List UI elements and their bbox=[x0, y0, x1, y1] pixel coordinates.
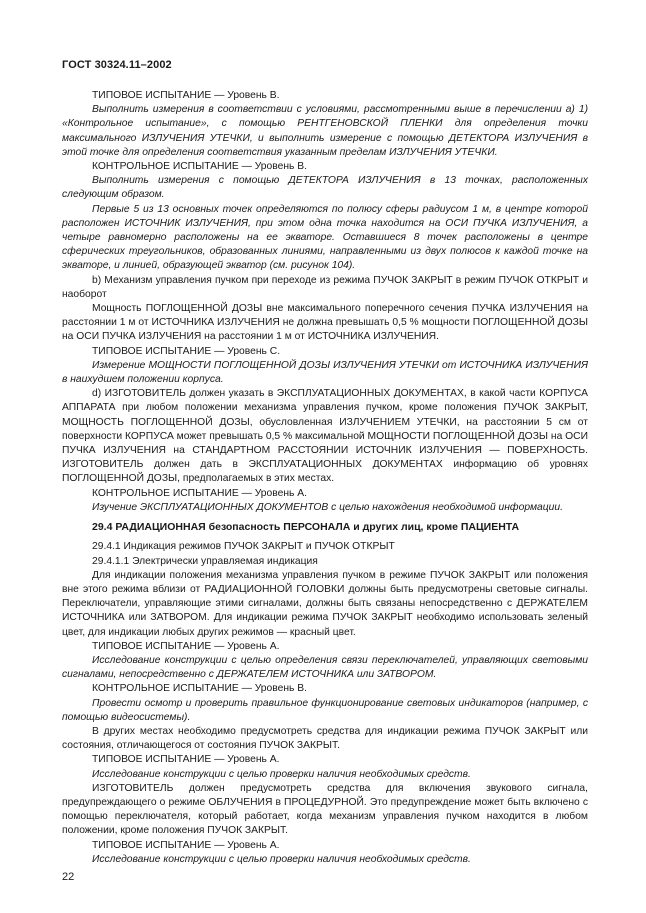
paragraph: КОНТРОЛЬНОЕ ИСПЫТАНИЕ — Уровень А. bbox=[92, 487, 307, 499]
paragraph: Первые 5 из 13 основных точек определяются по полюсу сферы радиусом 1 м, в центре которой расположен ИСТОЧНИК ИЗЛУЧЕНИЯ, при этом одна точка находится на ОСИ ПУЧКА ИЗЛУЧЕНИЯ, а четыре равномерно расположены на ее экваторе. Оставшиеся 8 точек расположены в центре сферических треугольников, образованных линиями, направленными из двух полюсов к каждой точке на экваторе, и линией, образующей экватор (см. рисунок 104). bbox=[62, 203, 588, 272]
paragraph: d) ИЗГОТОВИТЕЛЬ должен указать в ЭКСПЛУАТАЦИОННЫХ ДОКУМЕНТАХ, в какой части КОРПУСА АППАРАТА при любом положении механизма управления пучком, кроме положения ПУЧОК ЗАКРЫТ, МОЩНОСТЬ ПОГЛОЩЕННОЙ ДОЗЫ, обусловленная ИЗЛУЧЕНИЕМ УТЕЧКИ, на расстоянии 5 см от поверхности КОРПУСА может превышать 0,5 % максимальной МОЩНОСТИ ПОГЛОЩЕННОЙ ДОЗЫ на ОСИ ПУЧКА ИЗЛУЧЕНИЯ на СТАНДАРТНОМ РАССТОЯНИИ ИСТОЧНИК ИЗЛУЧЕНИЯ — ПОВЕРХНОСТЬ. ИЗГОТОВИТЕЛЬ должен дать в ЭКСПЛУАТАЦИОННЫХ ДОКУМЕНТАХ информацию об уровнях ПОГЛОЩЕННОЙ ДОЗЫ, предполагаемых в этих местах. bbox=[62, 388, 589, 485]
paragraph: Для индикации положения механизма управления пучком в режиме ПУЧОК ЗАКРЫТ или положения вне этого режима вблизи от РАДИАЦИОННОЙ ГОЛОВКИ должны быть предусмотрены световые сигналы. Переключатели, управляющие этими сигналами, должны быть связаны непосредственно с ДЕРЖАТЕЛЕМ ИСТОЧНИКА или ЗАТВОРОМ. Для индикации режима ПУЧОК ЗАКРЫТ необходимо использовать зеленый цвет, для индикации любых других режимов — красный цвет. bbox=[62, 569, 588, 638]
body-text bbox=[62, 89, 588, 867]
section-heading: 29.4 РАДИАЦИОННАЯ безопасность ПЕРСОНАЛА и других лиц, кроме ПАЦИЕНТА bbox=[92, 521, 520, 534]
paragraph: 29.4.1 Индикация режимов ПУЧОК ЗАКРЫТ и ПУЧОК ОТКРЫТ bbox=[92, 541, 395, 553]
paragraph: Исследование конструкции с целью определения связи переключателей, управляющих световыми сигналами, непосредственно с ДЕРЖАТЕЛЕМ ИСТОЧНИКА или ЗАТВОРОМ. bbox=[62, 654, 588, 681]
running-header: ГОСТ 30324.11–2002 bbox=[62, 59, 172, 71]
paragraph: Выполнить измерения в соответствии с условиями, рассмотренными выше в перечислении а) 1) «Контрольное испытание», с помощью РЕНТГЕНОВСКОЙ ПЛЕНКИ для определения точки максимального ИЗЛУЧЕНИЯ УТЕЧКИ, и выполнить измерение с помощью ДЕТЕКТОРА ИЗЛУЧЕНИЯ в этой точке для определения соответствия указанным пределам ИЗЛУЧЕНИЯ УТЕЧКИ. bbox=[62, 104, 588, 158]
paragraph: В других местах необходимо предусмотреть средства для индикации режима ПУЧОК ЗАКРЫТ или состояния, отличающегося от состояния ПУЧОК ЗАКРЫТ. bbox=[62, 725, 588, 752]
paragraph: ИЗГОТОВИТЕЛЬ должен предусмотреть средства для включения звукового сигнала, предупреждающего о режиме ОБЛУЧЕНИЯ в ПРОЦЕДУРНОЙ. Это предупреждение может быть включено с помощью переключателя, который работает, когда механизм управления пучком находится в любом положении, кроме положения ПУЧОК ЗАКРЫТ. bbox=[62, 782, 588, 837]
paragraph: ТИПОВОЕ ИСПЫТАНИЕ — Уровень В. bbox=[92, 90, 280, 101]
paragraph: 29.4.1.1 Электрически управляемая индикация bbox=[92, 555, 318, 567]
page-number: 22 bbox=[62, 871, 75, 883]
paragraph: ТИПОВОЕ ИСПЫТАНИЕ — Уровень А. bbox=[92, 754, 280, 766]
paragraph: КОНТРОЛЬНОЕ ИСПЫТАНИЕ — Уровень В. bbox=[92, 683, 307, 695]
paragraph: ТИПОВОЕ ИСПЫТАНИЕ — Уровень А. bbox=[92, 640, 280, 652]
paragraph: b) Механизм управления пучком при переходе из режима ПУЧОК ЗАКРЫТ в режим ПУЧОК ОТКРЫТ и наоборот bbox=[62, 274, 588, 300]
paragraph: Изучение ЭКСПЛУАТАЦИОННЫХ ДОКУМЕНТОВ с целью нахождения необходимой информации. bbox=[92, 501, 563, 513]
paragraph: ТИПОВОЕ ИСПЫТАНИЕ — Уровень С. bbox=[92, 345, 281, 357]
paragraph: Измерение МОЩНОСТИ ПОГЛОЩЕННОЙ ДОЗЫ ИЗЛУЧЕНИЯ УТЕЧКИ от ИСТОЧНИКА ИЗЛУЧЕНИЯ в наихудшем положении корпуса. bbox=[62, 359, 588, 386]
paragraph: Мощность ПОГЛОЩЕННОЙ ДОЗЫ вне максимального поперечного сечения ПУЧКА ИЗЛУЧЕНИЯ на расстоянии 1 м от ИСТОЧНИКА ИЗЛУЧЕНИЯ не должна превышать 0,5 % мощности ПОГЛОЩЕННОЙ ДОЗЫ на ОСИ ПУЧКА ИЗЛУЧЕНИЯ на расстоянии 1 м от ИСТОЧНИКА ИЗЛУЧЕНИЯ. bbox=[62, 303, 588, 343]
paragraph: КОНТРОЛЬНОЕ ИСПЫТАНИЕ — Уровень В. bbox=[92, 161, 307, 173]
paragraph: ТИПОВОЕ ИСПЫТАНИЕ — Уровень А. bbox=[92, 839, 280, 851]
paragraph: Исследование конструкции с целью проверки наличия необходимых средств. bbox=[92, 853, 471, 865]
paragraph: Выполнить измерения с помощью ДЕТЕКТОРА ИЗЛУЧЕНИЯ в 13 точках, расположенных следующим образом. bbox=[62, 175, 588, 201]
paragraph: Исследование конструкции с целью проверки наличия необходимых средств. bbox=[92, 768, 471, 780]
paragraph: Провести осмотр и проверить правильное функционирование световых индикаторов (например, с помощью видеосистемы). bbox=[62, 697, 588, 723]
